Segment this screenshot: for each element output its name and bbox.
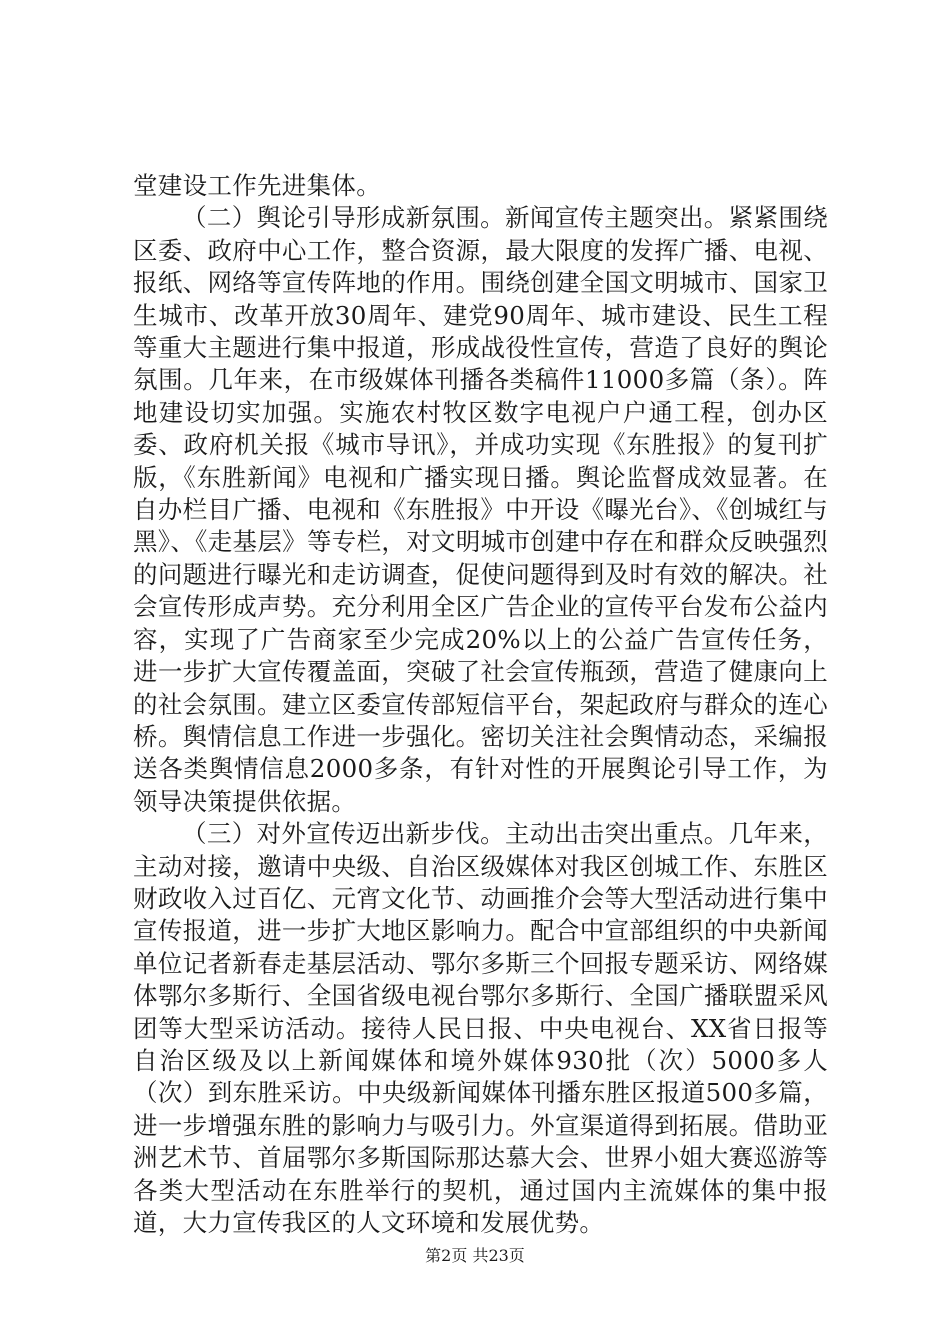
paragraph-continuation: 堂建设工作先进集体。: [133, 171, 381, 200]
page-number-footer: 第2页 共23页: [425, 1246, 525, 1265]
document-body: [133, 170, 828, 1239]
paragraph-external-publicity: （三）对外宣传迈出新步伐。主动出击突出重点。几年来，主动对接，邀请中央级、自治区级媒体对我区创城工作、东胜区财政收入过百亿、元宵文化节、动画推介会等大型活动进行集中宣传报道，进一步扩大地区影响力。配合中宣部组织的中央新闻单位记者新春走基层活动、鄂尔多斯三个回报专题采访、网络媒体鄂尔多斯行、全国省级电视台鄂尔多斯行、全国广播联盟采风团等大型采访活动。接待人民日报、中央电视台、XX省日报等自治区级及以上新闻媒体和境外媒体930批（次）5000多人（次）到东胜采访。中央级新闻媒体刊播东胜区报道500多篇，进一步增强东胜的影响力与吸引力。外宣渠道得到拓展。借助亚洲艺术节、首届鄂尔多斯国际那达慕大会、世界小姐大赛巡游等各类大型活动在东胜举行的契机，通过国内主流媒体的集中报道，大力宣传我区的人文环境和发展优势。: [133, 819, 828, 1237]
paragraph-public-opinion: （二）舆论引导形成新氛围。新闻宣传主题突出。紧紧围绕区委、政府中心工作，整合资源，最大限度的发挥广播、电视、报纸、网络等宣传阵地的作用。围绕创建全国文明城市、国家卫生城市、改革开放30周年、建党90周年、城市建设、民生工程等重大主题进行集中报道，形成战役性宣传，营造了良好的舆论氛围。几年来，在市级媒体刊播各类稿件11000多篇（条）。阵地建设切实加强。实施农村牧区数字电视户户通工程，创办区委、政府机关报《城市导讯》，并成功实现《东胜报》的复刊扩版，《东胜新闻》电视和广播实现日播。舆论监督成效显著。在自办栏目广播、电视和《东胜报》中开设《曝光台》、《创城红与黑》、《走基层》等专栏，对文明城市创建中存在和群众反映强烈的问题进行曝光和走访调查，促使问题得到及时有效的解决。社会宣传形成声势。充分利用全区广告企业的宣传平台发布公益内容，实现了广告商家至少完成20%以上的公益广告宣传任务，进一步扩大宣传覆盖面，突破了社会宣传瓶颈，营造了健康向上的社会氛围。建立区委宣传部短信平台，架起政府与群众的连心桥。舆情信息工作进一步强化。密切关注社会舆情动态，采编报送各类舆情信息2000多条，有针对性的开展舆论引导工作，为领导决策提供依据。: [133, 203, 828, 816]
